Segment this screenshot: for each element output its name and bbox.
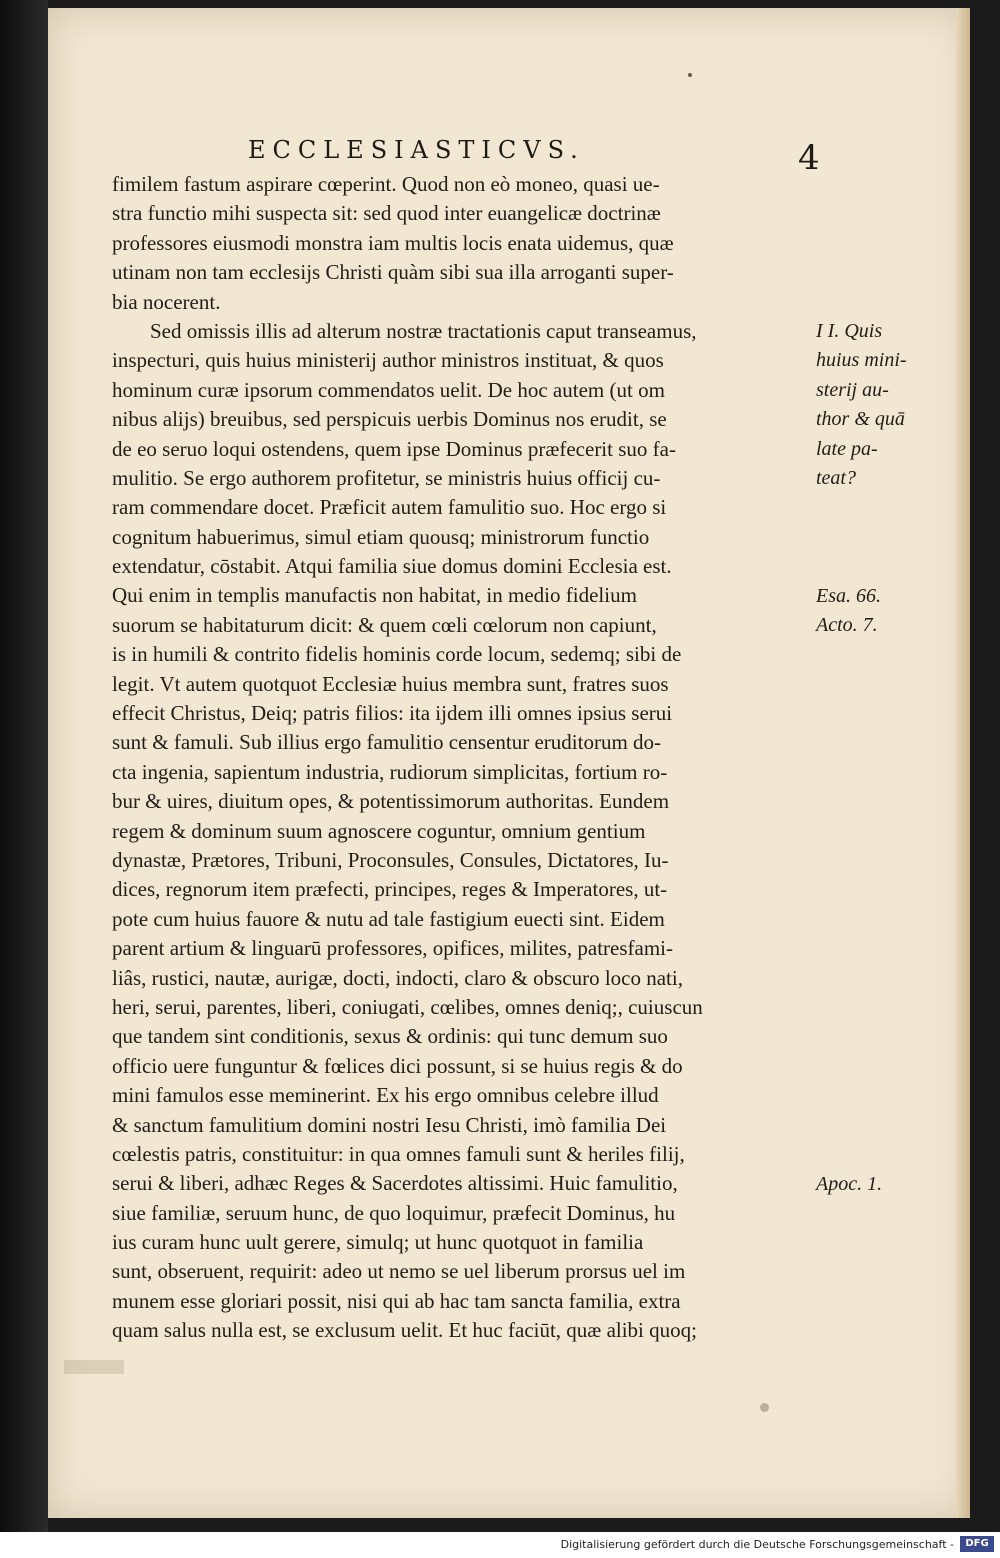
text-line: mini famulos esse meminerint. Ex his ergo omnibus celebre illud xyxy=(112,1083,659,1108)
text-line: serui & liberi, adhæc Reges & Sacerdotes altissimi. Huic famulitio, xyxy=(112,1171,678,1196)
running-head: ECCLESIASTICVS. xyxy=(248,136,585,164)
paper-speck xyxy=(688,73,692,77)
text-line: & sanctum famulitium domini nostri Iesu Christi, imò familia Dei xyxy=(112,1112,667,1137)
text-line: sunt & famuli. Sub illius ergo famulitio censentur eruditorum do- xyxy=(112,730,662,755)
margin-note: huius mini- xyxy=(816,349,907,372)
book-page xyxy=(48,8,970,1518)
text-line: mulitio. Se ergo authorem profitetur, se ministris huius officij cu- xyxy=(112,465,661,490)
margin-note: Apoc. 1. xyxy=(816,1172,883,1195)
text-line: inspecturi, quis huius ministerij author ministros instituat, & quos xyxy=(112,348,664,373)
text-line: que tandem sint conditionis, sexus & ordinis: qui tunc demum suo xyxy=(112,1024,668,1049)
text-line: ius curam hunc uult gerere, simulq; ut hunc quotquot in familia xyxy=(112,1230,644,1255)
scan-shadow xyxy=(0,0,48,1532)
page-number: 4 xyxy=(798,138,820,178)
text-line: cta ingenia, sapientum industria, rudiorum simplicitas, fortium ro- xyxy=(112,759,668,784)
text-line: sunt, obseruent, requirit: adeo ut nemo se uel liberum prorsus uel im xyxy=(112,1259,686,1284)
margin-note: thor & quā xyxy=(816,408,905,431)
margin-note: sterij au- xyxy=(816,378,889,401)
text-line: ram commendare docet. Præficit autem famulitio suo. Hoc ergo si xyxy=(112,495,667,520)
text-line: dynastæ, Prætores, Tribuni, Proconsules, Consules, Dictatores, Iu- xyxy=(112,847,669,872)
margin-note: I I. Quis xyxy=(816,320,883,342)
text-line: suorum se habitaturum dicit: & quem cœli cœlorum non capiunt, xyxy=(112,612,657,637)
text-line: dices, regnorum item præfecti, principes, reges & Imperatores, ut- xyxy=(112,877,668,902)
text-line: professores eiusmodi monstra iam multis locis enata uidemus, quæ xyxy=(112,230,674,255)
funding-credit: Digitalisierung gefördert durch die Deutsche Forschungsgemeinschaft - xyxy=(560,1538,954,1551)
paper-speck xyxy=(760,1403,769,1412)
ink-smudge xyxy=(64,1360,124,1374)
dfg-logo: DFG xyxy=(960,1536,994,1552)
margin-note: Acto. 7. xyxy=(816,614,878,636)
text-line: utinam non tam ecclesijs Christi quàm sibi sua illa arroganti super- xyxy=(112,260,674,285)
text-line: regem & dominum suum agnoscere coguntur, omnium gentium xyxy=(112,818,646,843)
text-line: bia nocerent. xyxy=(112,289,221,314)
text-line: hominum curæ ipsorum commendatos uelit. De hoc autem (ut om xyxy=(112,377,665,402)
text-line: extendatur, cōstabit. Atqui familia siue domus domini Ecclesia est. xyxy=(112,554,672,579)
text-line: bur & uires, diuitum opes, & potentissimorum authoritas. Eundem xyxy=(112,789,670,814)
text-line: liâs, rustici, nautæ, aurigæ, docti, indocti, claro & obscuro loco nati, xyxy=(112,965,683,990)
text-line: fimilem fastum aspirare cœperint. Quod non eò moneo, quasi ue- xyxy=(112,172,660,196)
text-line: munem esse gloriari possit, nisi qui ab hac tam sancta familia, extra xyxy=(112,1288,681,1313)
text-line: legit. Vt autem quotquot Ecclesiæ huius membra sunt, fratres suos xyxy=(112,671,669,696)
body-text xyxy=(112,170,812,1346)
margin-note: Esa. 66. xyxy=(816,584,881,607)
text-line: parent artium & linguarū professores, opifices, milites, patresfami- xyxy=(112,936,674,961)
text-line: cœlestis patris, constituitur: in qua omnes famuli sunt & heriles filij, xyxy=(112,1141,685,1166)
text-line: heri, serui, parentes, liberi, coniugati, cœlibes, omnes deniq;, cuiuscun xyxy=(112,994,703,1019)
margin-note: late pa- xyxy=(816,437,878,460)
text-line: effecit Christus, Deiq; patris filios: ita ijdem illi omnes ipsius serui xyxy=(112,701,673,726)
footer-bar xyxy=(0,1532,1000,1558)
text-line: siue familiæ, seruum hunc, de quo loquimur, præfecit Dominus, hu xyxy=(112,1200,676,1225)
text-line: cognitum habuerimus, simul etiam quousq; ministrorum functio xyxy=(112,524,650,549)
text-line: Sed omissis illis ad alterum nostræ tractationis caput transeamus, xyxy=(150,318,697,343)
text-line: stra functio mihi suspecta sit: sed quod inter euangelicæ doctrinæ xyxy=(112,201,661,226)
page-edge xyxy=(956,8,970,1518)
text-line: nibus alijs) breuibus, sed perspicuis uerbis Dominus nos erudit, se xyxy=(112,407,667,432)
text-line: quam salus nulla est, se exclusum uelit. Et huc faciūt, quæ alibi quoq; xyxy=(112,1318,697,1343)
text-line: is in humili & contrito fidelis hominis corde locum, sedemq; sibi de xyxy=(112,642,682,667)
text-line: pote cum huius fauore & nutu ad tale fastigium euecti sint. Eidem xyxy=(112,906,665,931)
margin-note: teat? xyxy=(816,467,856,489)
text-line: Qui enim in templis manufactis non habitat, in medio fidelium xyxy=(112,583,637,608)
text-line: officio uere funguntur & fœlices dici possunt, si se huius regis & do xyxy=(112,1053,683,1078)
text-line: de eo seruo loqui ostendens, quem ipse Dominus præfecerit suo fa- xyxy=(112,436,676,461)
